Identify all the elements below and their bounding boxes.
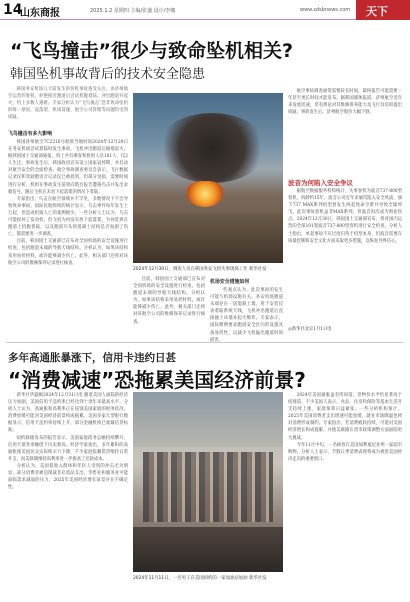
byline: ◎新华社北京1月1日电 (288, 327, 332, 332)
smoke (157, 113, 267, 183)
kicker: 多年高通胀暴涨下，信用卡违约日甚 (8, 352, 176, 364)
article-column: 机场安全措施如何 一些观点认为，此次事故的发生可能与机场设施有关。务安机场跑道末端存在一道混凝土墙，用于安装仪表着陆系统天线，飞机冲出跑道后直接撞上该墙并起火爆炸。专家表示，国际惯例要求跑道安全区内的设施具备易折性，以减少飞机偏出跑道时的损害。 (210, 279, 283, 343)
article-column: 航空事故调查通常需要较长时间，最终报告可能需要一年甚至更长时间才能发布。据韩国媒体报道，济州航空近年来发展迅速，但有舆论对其维修保养能力及飞行员培训提出质疑。事故发生后，济州航空股价大幅下跌。 (288, 89, 402, 116)
headline: “飞鸟撞击”很少与致命坠机相关? (10, 40, 293, 62)
fire (187, 181, 223, 207)
page-number: 14 (3, 2, 23, 18)
subheadline: 韩国坠机事故背后的技术安全隐患 (10, 67, 206, 82)
section-title: 波音为何陷入安全争议 (288, 179, 353, 187)
sky (133, 392, 283, 447)
headline: “消费减速”恐拖累美国经济前景? (8, 368, 306, 392)
ground (133, 213, 283, 263)
photo-caption: 2024年12月30日，调查人员在韩国务安飞机失事现场工作 新华社发 (133, 267, 267, 272)
section-title: 飞鸟撞击有多大影响 (8, 131, 53, 137)
article-column: 飞鸟撞击有多大影响 韩国济州航空7C2216号航班当地时间2024年12月29日在务安机场尝试着陆时发生事故，飞机冲出跑道后撞墙起火。据韩国国土交通部通报，机上共有乘客和机组人员181人，仅2人生还。事故发生后，韩国政府宣布设立国家哀悼期，并启动对航空安全的全面检查。航空事故调查委员会表示，飞行数据记录仪和驾驶舱语音记录仪已被找到，但部分受损，需要时间进行分析。机组在事故发生前曾向塔台报告遭遇鸟击并发出求救信号，随后飞机在未放下起落架的情况下着陆。 专家指出，鸟击在航空领域并不罕见，多数情况下不会导致致命事故。国际民航组织的统计显示，鸟击事件每年发生上万起，但造成机毁人亡的案例极少。一些分析人士认为，鸟击可能损坏了发动机，但飞机为何没有放下起落架、为何选择在跑道上机腹着陆，以及跑道尽头的混凝土结构是否加剧了伤亡，都需要进一步调查。 目前，韩国国土交通部已宣布对全国机场的安全设施进行检查，包括跑道末端的导航天线结构。分析认为，如果该结构采用易折材料，或许能够减少伤亡。此外，相关部门还将对该航空公司的维修保养记录进行核查。 (8, 131, 128, 266)
publication-name: 山东商报 (20, 8, 60, 19)
section-label: 天下 (356, 0, 410, 20)
crash-photo (133, 93, 283, 263)
masthead (0, 0, 410, 20)
section-title: 机场安全措施如何 (210, 279, 250, 285)
article-column: 据航空数据服务机构统计，失事客机为波音737-800型客机，机龄约15年。波音公司近年来屡次陷入安全风波，旗下737 MAX系列机型曾发生两起致命空难并导致全球停飞。此次事故客机虽非MAX系列，但波音再次成为舆论焦点。2024年12月30日，韩国国土交通部宣布，将对国内运营的全部101架波音737-800型客机进行安全检查。分析人士指出，单起事故不应过度归咎于机型本身，但波音需要在质量控制和安全文化方面采取更多措施，以恢复外界信心。 (288, 189, 402, 244)
issue-date: 2025.1.2 星期四 主编/张盛 设计/李娜 (90, 8, 176, 14)
website[interactable]: www.sdsbnews.com (300, 7, 351, 13)
lead-paragraph: 韩国务安机场几天前发生的客机事故备受关注。由济州航空运营的客机，拒绝接近跑道后尝试机腹着陆，冲出跑道并起火，机上多数人遇难。专家分析认为“飞鸟撞击”恐非致命坠机的唯一原因，起落架、机场设施、航空公司管理等问题均受到质疑。 (8, 87, 128, 121)
pumps (143, 452, 273, 522)
article-column: 新华社华盛顿2024年12月31日电 随着美国人面临的经济压力加剧，美国信用卡违约率已经达到十余年来最高水平。分析人士认为，高通胀和高利率正在侵蚀美国家庭的财务状况，消费放缓可能对美国经济前景构成拖累。美国多家大型银行数据显示，信用卡违约率持续上升，部分金融机构已收紧信贷标准。 纽约联储发布的报告显示，美国家庭债务总额持续攀升，信用卡债务余额创下历史新高。经济学家指出，多年累积的高通胀使美国民众实际购买力下降，不少家庭依赖借贷维持日常开支，而美联储维持高利率进一步推高了还款成本。 分析认为，美国低收入群体和年轻人受到的冲击尤为明显，部分消费者被迫削减非必需品支出。零售业和服务业可能面临需求减弱的压力，2025年美国经济增长前景存在不确定性。 (8, 393, 128, 491)
photo-caption: 2024年11月11日，一名男子在美国纽约的一家加油站加油 新华社发 (133, 576, 267, 581)
divider (6, 342, 404, 343)
foreground (133, 527, 283, 572)
article-column: 2024年美国通胀虽有所回落，但物价水平仍显著高于疫情前。不少美国人表示，食品、住房和保险等基本生活开支持续上涨，家庭预算日益紧张。一些分析机构预计，2025年美国消费者支出增速可能放缓，就业市场降温也将对消费形成制约。专家指出，若消费疲软持续，可能对美国经济增长构成拖累，并使美联储在货币政策调整方面面临更大挑战。 今年11月中旬，一名顾客在美国加利福尼亚州一家超市购物。分析人士表示，节假日季消费表现将成为观察美国经济走向的重要窗口。 (288, 393, 402, 462)
gas-station-photo (133, 392, 283, 572)
article-column: 目前，韩国国土交通部已宣布对全国机场的安全设施进行检查，包括跑道末端的导航天线结构。分析认为，如果该结构采用易折材料，或许能够减少伤亡。此外，相关部门还将对该航空公司的维修保养记录进行核查。 (133, 277, 205, 325)
